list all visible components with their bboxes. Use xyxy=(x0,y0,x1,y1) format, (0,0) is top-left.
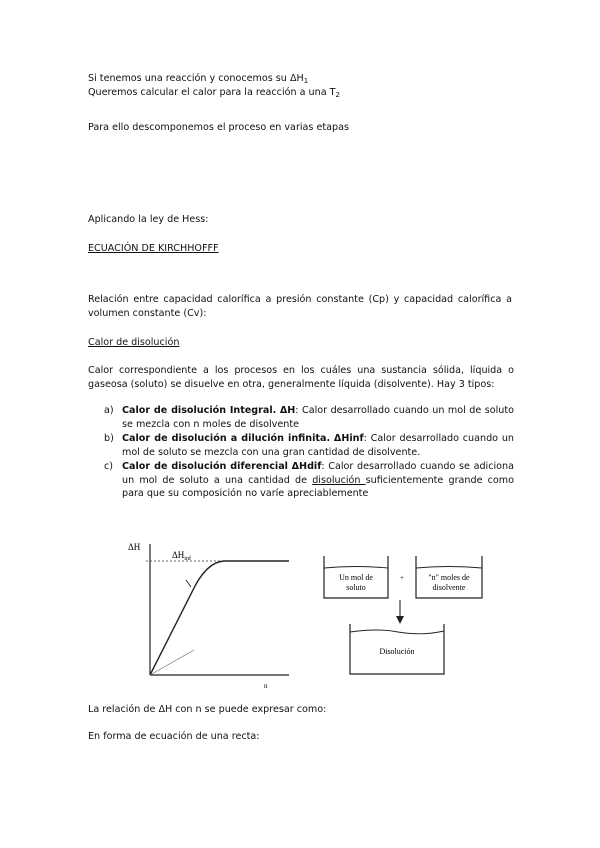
intro-line-1: Si tenemos una reacción y conocemos su $\Delta H_1$ xyxy=(88,73,309,85)
relation-paragraph: Relación entre capacidad calorífica a presión constante (Cp) y capacidad calorífica a volumen constante (Cv): xyxy=(88,294,512,319)
y-axis-label: ΔH xyxy=(128,542,141,552)
solvent-label-1: "n" moles de xyxy=(428,573,470,582)
intro-line-2: Queremos calcular el calor para la reacción a una $T_2$ xyxy=(88,87,340,99)
arrow-down-icon xyxy=(396,616,404,624)
dh-vs-n-graph xyxy=(124,530,294,690)
hess-text: Aplicando la ley de Hess: xyxy=(88,214,209,225)
calor-heading: Calor de disolución xyxy=(88,337,180,348)
calor-intro-paragraph: Calor correspondiente a los procesos en los cuáles una sustancia sólida, líquida o gaseosa (soluto) se disuelve en otra, generalmente líquida (disolvente). Hay 3 tipos: xyxy=(88,365,514,390)
relation-dh-text: La relación de ΔH con n se puede expresar como: xyxy=(88,704,327,715)
types-list xyxy=(104,404,514,502)
curve-label: $\Delta H_{inf}$ xyxy=(172,550,191,562)
intro-line-3: Para ello descomponemos el proceso en varias etapas xyxy=(88,122,349,133)
solvent-label-2: disolvente xyxy=(432,583,466,592)
recta-text: En forma de ecuación de una recta: xyxy=(88,731,260,742)
list-item: c) Calor de disolución diferencial ΔHdif: Calor desarrollado cuando se adiciona un mol de soluto a una cantidad de disolución suficientemente grande como para que su composición no varíe apreciablemente xyxy=(104,461,514,499)
delta-h-symbol: ΔH xyxy=(158,704,173,715)
plus-sign: + xyxy=(400,574,404,582)
list-item: b) Calor de disolución a dilución infinita. ΔHinf: Calor desarrollado cuando un mol de soluto se mezcla con una gran cantidad de disolvente. xyxy=(104,433,514,458)
result-label: Disolución xyxy=(379,647,415,656)
solute-label-2: soluto xyxy=(346,583,366,592)
kirchhoff-heading: ECUACIÓN DE KIRCHHOFFF xyxy=(88,243,219,254)
list-item: a) Calor de disolución Integral. ΔH: Calor desarrollado cuando un mol de soluto se mezcla con n moles de disolvente xyxy=(104,405,514,430)
dissolution-diagram xyxy=(318,552,498,680)
dh-curve xyxy=(150,561,289,675)
x-axis-label: n xyxy=(264,682,268,690)
solute-label-1: Un mol de xyxy=(339,573,373,582)
delta-h-symbol: ΔH xyxy=(289,73,304,84)
